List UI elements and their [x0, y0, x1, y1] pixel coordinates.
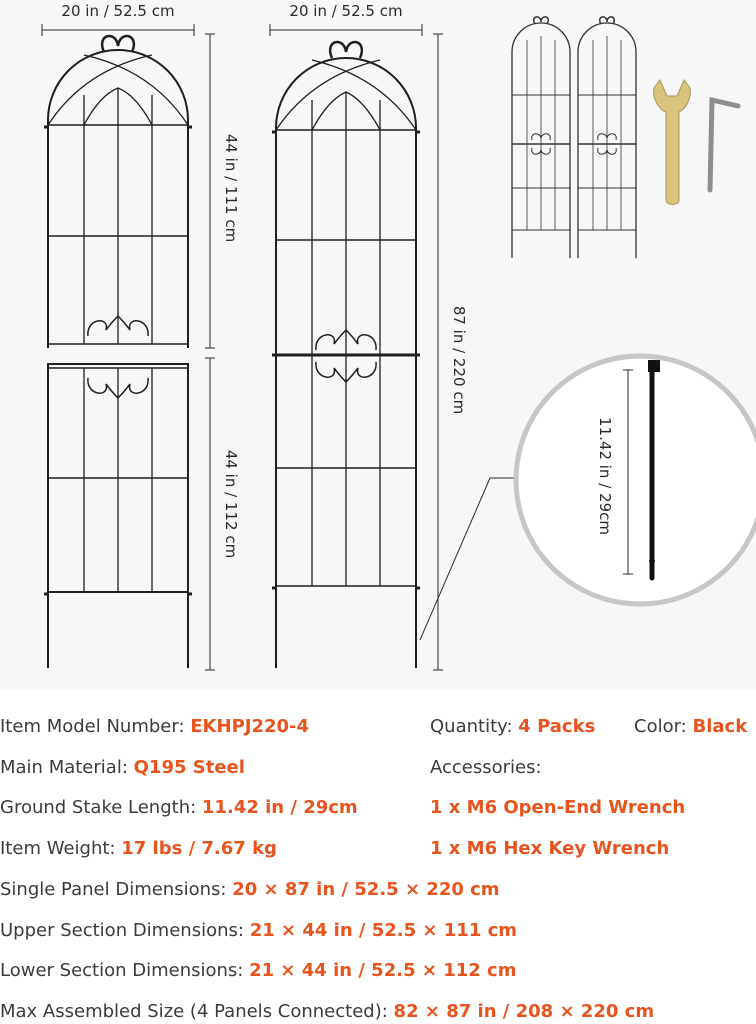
left-upper-panel: [44, 36, 192, 348]
spec-single-panel-dimensions: [0, 879, 500, 901]
right-full-panel: [272, 42, 420, 668]
left-panel-width-label: 20 in / 52.5 cm: [61, 2, 175, 20]
spec-value: 21 × 44 in / 52.5 × 112 cm: [249, 960, 517, 981]
spec-quantity: [430, 716, 595, 738]
spec-lower-section-dimensions: [0, 960, 516, 982]
spec-value: EKHPJ220-4: [190, 716, 310, 737]
specifications-list: [0, 690, 756, 1024]
open-end-wrench-icon: [654, 80, 691, 205]
spec-label: Item Weight:: [0, 838, 116, 859]
spec-accessory-wrench: [430, 797, 685, 819]
spec-value: 11.42 in / 29cm: [201, 797, 358, 818]
spec-max-assembled-size: [0, 1001, 654, 1023]
spec-label: Main Material:: [0, 757, 128, 778]
spec-label: Color:: [634, 716, 687, 737]
stake-length-label: 11.42 in / 29cm: [596, 417, 614, 535]
right-panel-width-label: 20 in / 52.5 cm: [289, 2, 403, 20]
panel-pair-icon: [512, 17, 636, 258]
spec-item-weight: [0, 838, 277, 860]
dimension-lines: [42, 24, 443, 670]
spec-value: 17 lbs / 7.67 kg: [121, 838, 277, 859]
spec-color: [634, 716, 747, 738]
spec-accessories: [430, 757, 542, 779]
spec-upper-section-dimensions: [0, 920, 517, 942]
spec-model-number: [0, 716, 309, 738]
spec-stake-length: [0, 797, 358, 819]
left-lower-panel: [44, 364, 192, 668]
total-height-label: 87 in / 220 cm: [450, 305, 468, 415]
spec-value: Black: [692, 716, 748, 737]
spec-label: Upper Section Dimensions:: [0, 920, 244, 941]
spec-label: Item Model Number:: [0, 716, 185, 737]
lower-height-label: 44 in / 112 cm: [222, 449, 240, 559]
spec-label: Quantity:: [430, 716, 513, 737]
stake-callout: [420, 356, 756, 640]
spec-main-material: [0, 757, 245, 779]
spec-value: 1 x M6 Hex Key Wrench: [430, 838, 670, 859]
spec-label: Lower Section Dimensions:: [0, 960, 244, 981]
hex-key-icon: [710, 100, 738, 190]
spec-value: Q195 Steel: [133, 757, 245, 778]
spec-value: 82 × 87 in / 208 × 220 cm: [393, 1001, 655, 1022]
spec-label: Max Assembled Size (4 Panels Connected):: [0, 1001, 388, 1022]
upper-height-label: 44 in / 111 cm: [222, 133, 240, 243]
spec-label: Accessories:: [430, 757, 542, 778]
spec-value: 21 × 44 in / 52.5 × 111 cm: [249, 920, 518, 941]
stake-zoom-circle: [516, 356, 756, 604]
spec-value: 20 × 87 in / 52.5 × 220 cm: [232, 879, 500, 900]
spec-label: Single Panel Dimensions:: [0, 879, 227, 900]
spec-label: Ground Stake Length:: [0, 797, 197, 818]
spec-value: 4 Packs: [518, 716, 596, 737]
spec-accessory-hex-key: [430, 838, 669, 860]
spec-value: 1 x M6 Open-End Wrench: [430, 797, 686, 818]
